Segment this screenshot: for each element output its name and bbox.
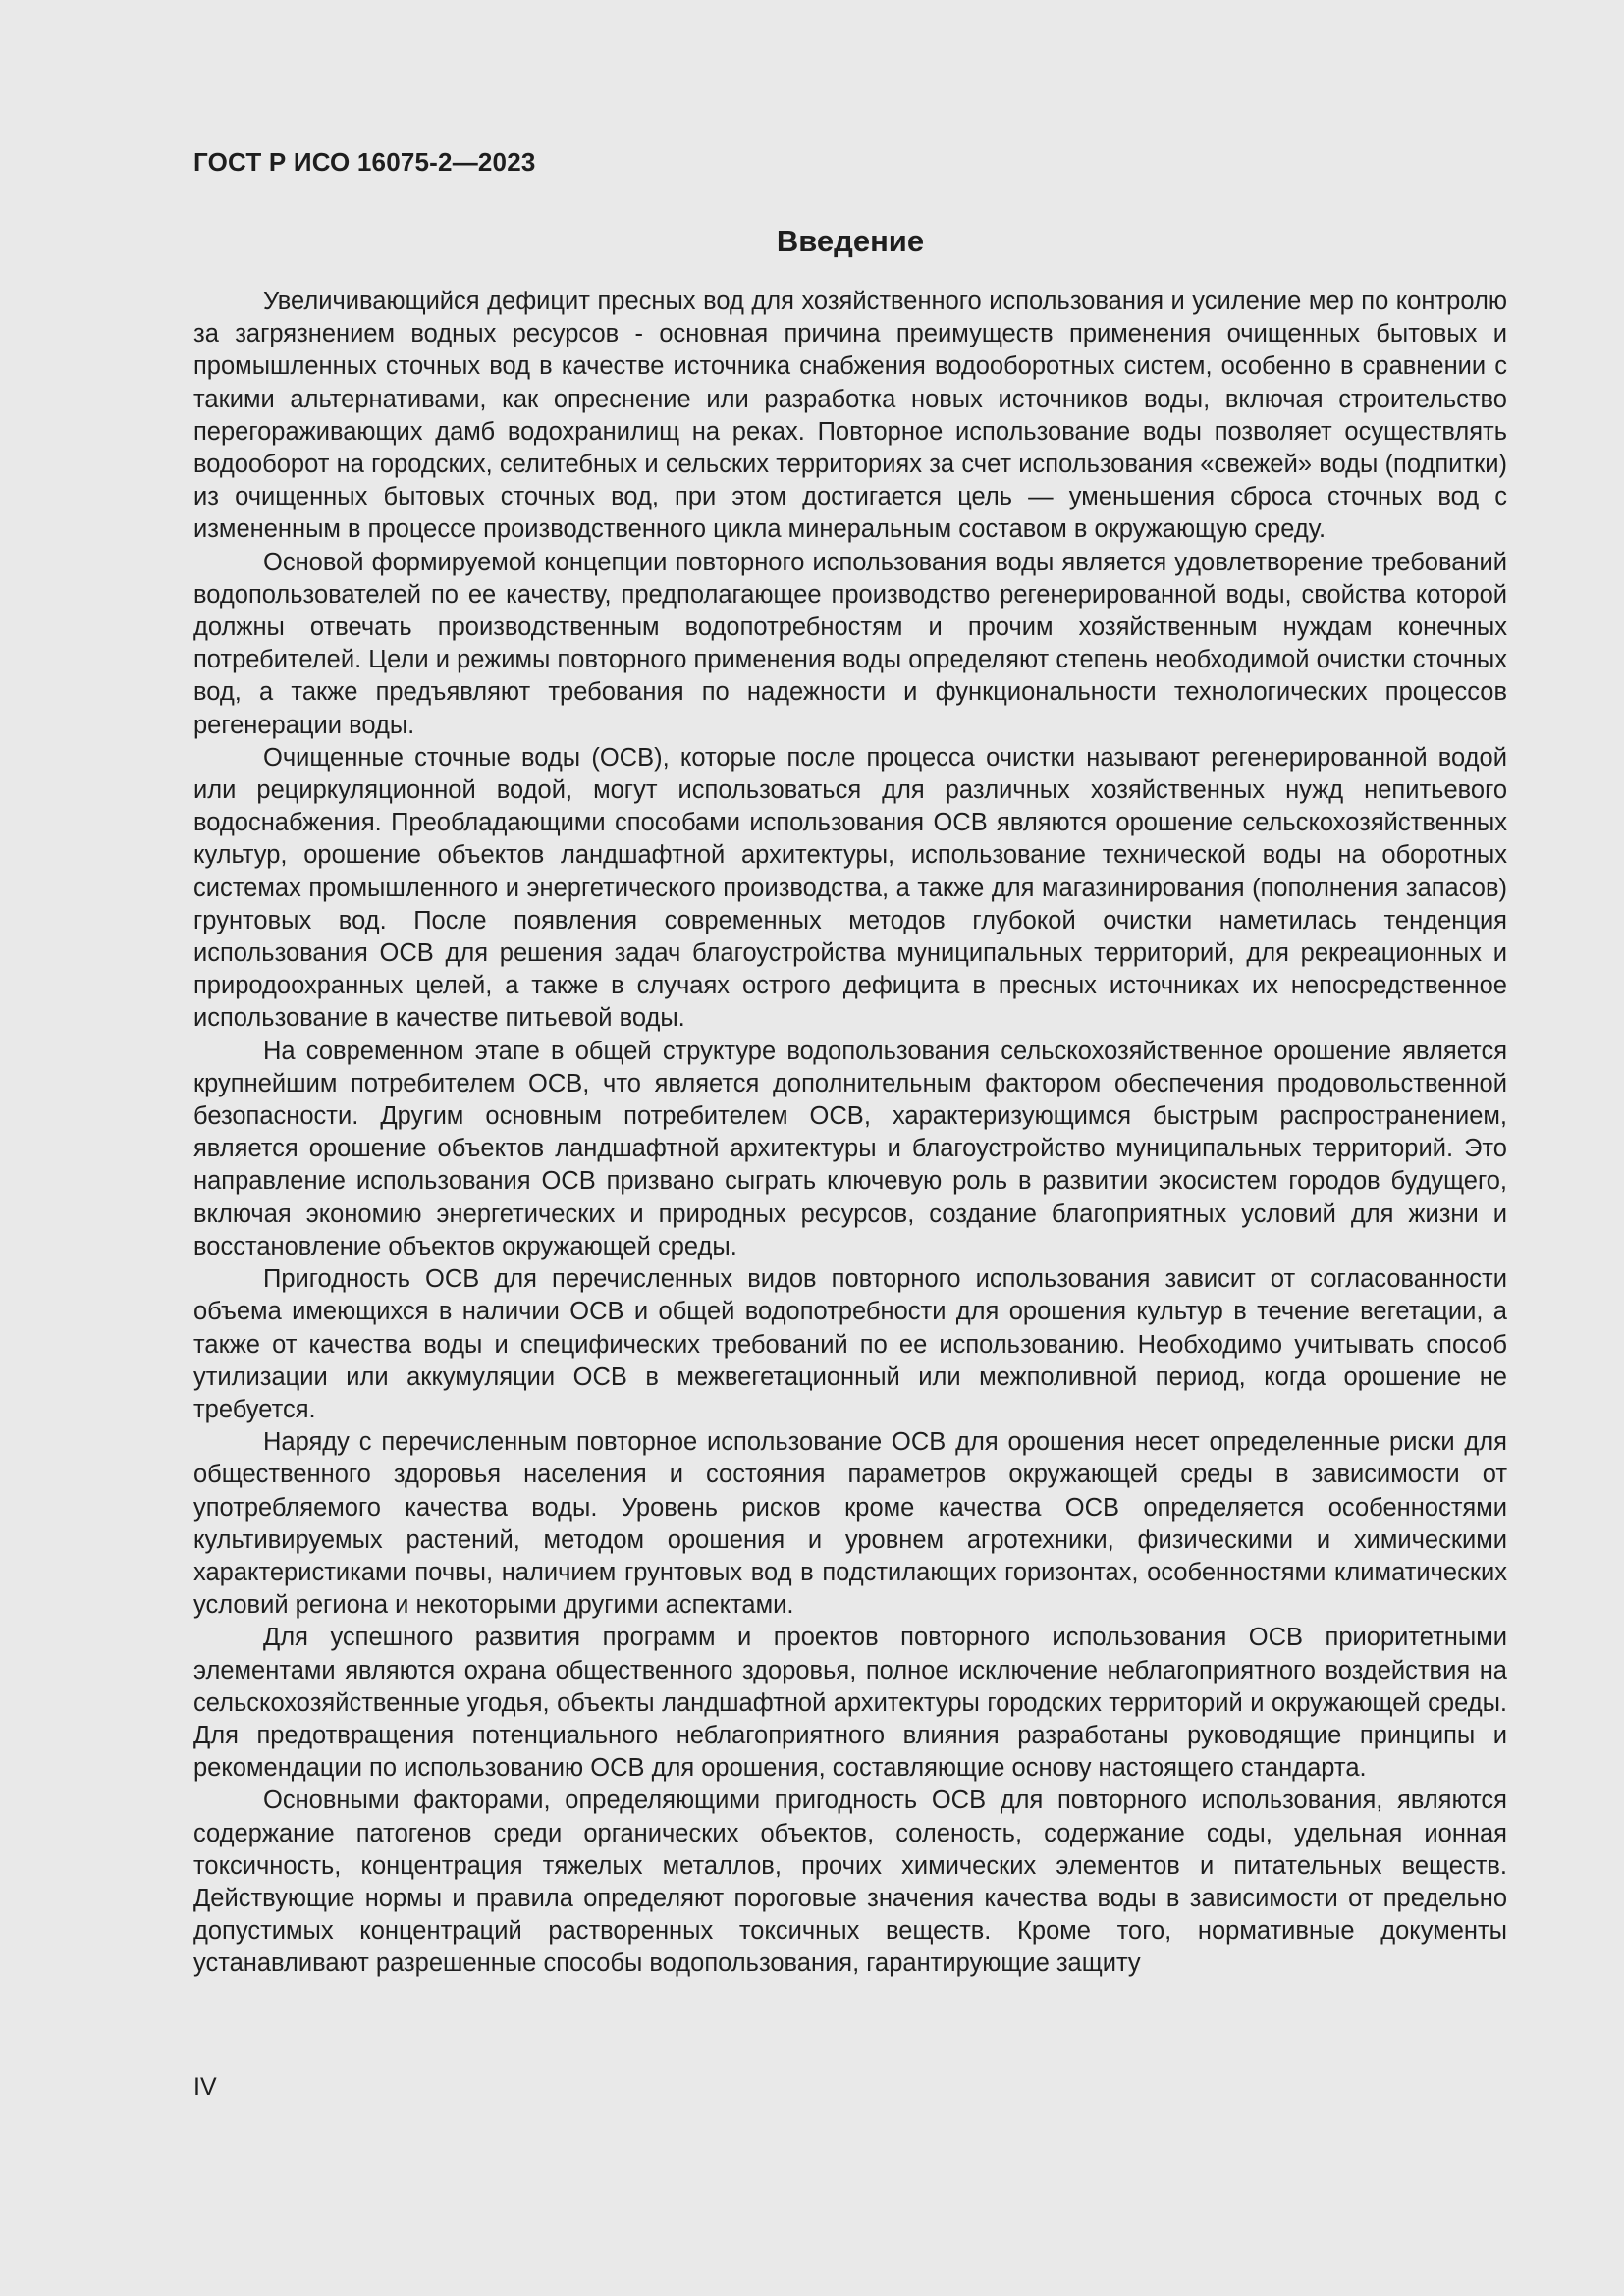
document-page — [193, 0, 1507, 2296]
paragraph: Основой формируемой концепции повторного использования воды является удовлетворение требований водопользователей по ее качеству, предполагающее производство регенерированной воды, свойства которой должны отвечать производственным водопотребностям и прочим хозяйственным нуждам конечных потребителей. Цели и режимы повторного применения воды определяют степень необходимой очистки сточных вод, а также предъявляют требования по надежности и функциональности технологических процессов регенерации воды. — [193, 548, 1507, 739]
document-header: ГОСТ Р ИСО 16075-2—2023 — [193, 147, 536, 177]
page-number: IV — [193, 2073, 217, 2101]
paragraph: Увеличивающийся дефицит пресных вод для хозяйственного использования и усиление мер по контролю за загрязнением водных ресурсов - основная причина преимуществ применения очищенных бытовых и промышленных сточных вод в качестве источника снабжения водооборотных систем, особенно в сравнении с такими альтернативами, как опреснение или разработка новых источников воды, включая строительство перегораживающих дамб водохранилищ на реках. Повторное использование воды позволяет осуществлять водооборот на городских, селитебных и сельских территориях за счет использования «свежей» воды (подпитки) из очищенных бытовых сточных вод, при этом достигается цель — уменьшения сброса сточных вод с измененным в процессе производственного цикла минеральным составом в окружающую среду. — [193, 288, 1507, 544]
paragraph: Основными факторами, определяющими пригодность ОСВ для повторного использования, являются содержание патогенов среди органических объектов, соленость, содержание соды, удельная ионная токсичность, концентрация тяжелых металлов, прочих химических элементов и питательных веществ. Действующие нормы и правила определяют пороговые значения качества воды в зависимости от предельно допустимых концентраций растворенных токсичных веществ. Кроме того, нормативные документы устанавливают разрешенные способы водопользования, гарантирующие защиту — [193, 1787, 1507, 1978]
paragraph: Пригодность ОСВ для перечисленных видов повторного использования зависит от согласованности объема имеющихся в наличии ОСВ и общей водопотребности для орошения культур в течение вегетации, а также от качества воды и специфических требований по ее использованию. Необходимо учитывать способ утилизации или аккумуляции ОСВ в межвегетационный или межполивной период, когда орошение не требуется. — [193, 1265, 1507, 1423]
section-title: Введение — [776, 224, 925, 258]
paragraph: Очищенные сточные воды (ОСВ), которые после процесса очистки называют регенерированной водой или рециркуляционной водой, могут использоваться для различных хозяйственных нужд непитьевого водоснабжения. Преобладающими способами использования ОСВ являются орошение сельскохозяйственных культур, орошение объектов ландшафтной архитектуры, использование технической воды на оборотных системах промышленного и энергетического производства, а также для магазинирования (пополнения запасов) грунтовых вод. После появления современных методов глубокой очистки наметилась тенденция использования ОСВ для решения задач благоустройства муниципальных территорий, для рекреационных и природоохранных целей, а также в случаях острого дефицита в пресных источниках их непосредственное использование в качестве питьевой воды. — [193, 743, 1507, 1033]
paragraph: На современном этапе в общей структуре водопользования сельскохозяйственное орошение является крупнейшим потребителем ОСВ, что является дополнительным фактором обеспечения продовольственной безопасности. Другим основным потребителем ОСВ, характеризующимся быстрым распространением, является орошение объектов ландшафтной архитектуры и благоустройство муниципальных территорий. Это направление использования ОСВ призвано сыграть ключевую роль в развитии экосистем городов будущего, включая экономию энергетических и природных ресурсов, создание благоприятных условий для жизни и восстановление объектов окружающей среды. — [193, 1037, 1507, 1260]
paragraph: Для успешного развития программ и проектов повторного использования ОСВ приоритетными элементами являются охрана общественного здоровья, полное исключение неблагоприятного воздействия на сельскохозяйственные угодья, объекты ландшафтной архитектуры городских территорий и окружающей среды. Для предотвращения потенциального неблагоприятного влияния разработаны руководящие принципы и рекомендации по использованию ОСВ для орошения, составляющие основу настоящего стандарта. — [193, 1624, 1507, 1783]
paragraph: Наряду с перечисленным повторное использование ОСВ для орошения несет определенные риски для общественного здоровья населения и состояния параметров окружающей среды в зависимости от употребляемого качества воды. Уровень рисков кроме качества ОСВ определяется особенностями культивируемых растений, методом орошения и уровнем агротехники, физическими и химическими характеристиками почвы, наличием грунтовых вод в подстилающих горизонтах, особенностями климатических условий региона и некоторыми другими аспектами. — [193, 1428, 1507, 1620]
body-text — [193, 286, 1507, 1981]
